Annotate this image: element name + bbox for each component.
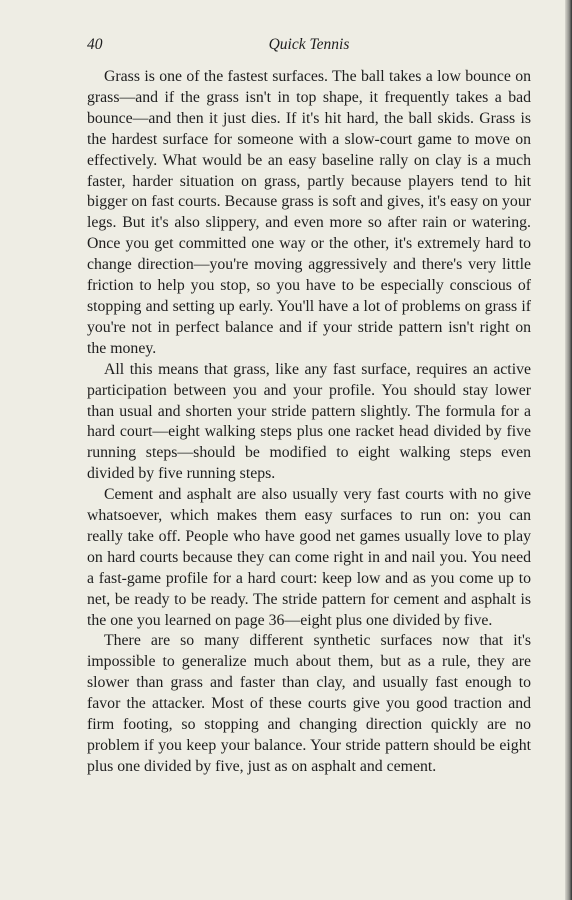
- running-title: Quick Tennis: [268, 36, 350, 53]
- page-header: [87, 36, 531, 58]
- page-spine-shadow: [565, 0, 572, 900]
- paragraph-synthetic-surfaces: There are so many different synthetic surfaces now that it's impossible to generalize much about them, but as a rule, they are slower than grass and faster than clay, and usually fast enough to favor the attacker. Most of these courts give you good traction and firm footing, so stopping and changing direction quickly are no problem if you keep your balance. Your stride pattern should be eight plus one divided by five, just as on asphalt and cement.: [87, 632, 531, 775]
- paragraph-grass-surface: Grass is one of the fastest surfaces. The ball takes a low bounce on grass—and if the grass isn't in top shape, it frequently takes a bad bounce—and then it just dies. If it's hit hard, the ball skids. Grass is the hardest surface for someone with a slow-court game to move on effectively. What would be an easy baseline rally on clay is a much faster, harder situation on grass, partly because players tend to hit bigger on fast courts. Because grass is soft and gives, it's easy on your legs. But it's also slippery, and even more so after rain or watering. Once you get committed one way or the other, it's extremely hard to change direction—you're moving aggressively and there's very little friction to help you stop, so you have to be especially conscious of stopping and setting up early. You'll have a lot of problems on grass if you're not in perfect balance and if your stride pattern isn't right on the money.: [87, 68, 531, 357]
- body-text: [87, 67, 531, 778]
- page-number: 40: [87, 36, 103, 53]
- paragraph-fast-surface-profile: All this means that grass, like any fast surface, requires an active participation between you and your profile. You should stay lower than usual and shorten your stride pattern slightly. The formula for a hard court—eight walking steps plus one racket head divided by five running steps—should be modified to eight walking steps even divided by five running steps.: [87, 360, 531, 483]
- paragraph-cement-asphalt: Cement and asphalt are also usually very fast courts with no give whatsoever, which makes them easy surfaces to run on: you can really take off. People who have good net games usually love to play on hard courts because they can come right in and nail you. You need a fast-game profile for a hard court: keep low and as you come up to net, be ready to be ready. The stride pattern for cement and asphalt is the one you learned on page 36—eight plus one divided by five.: [87, 486, 531, 629]
